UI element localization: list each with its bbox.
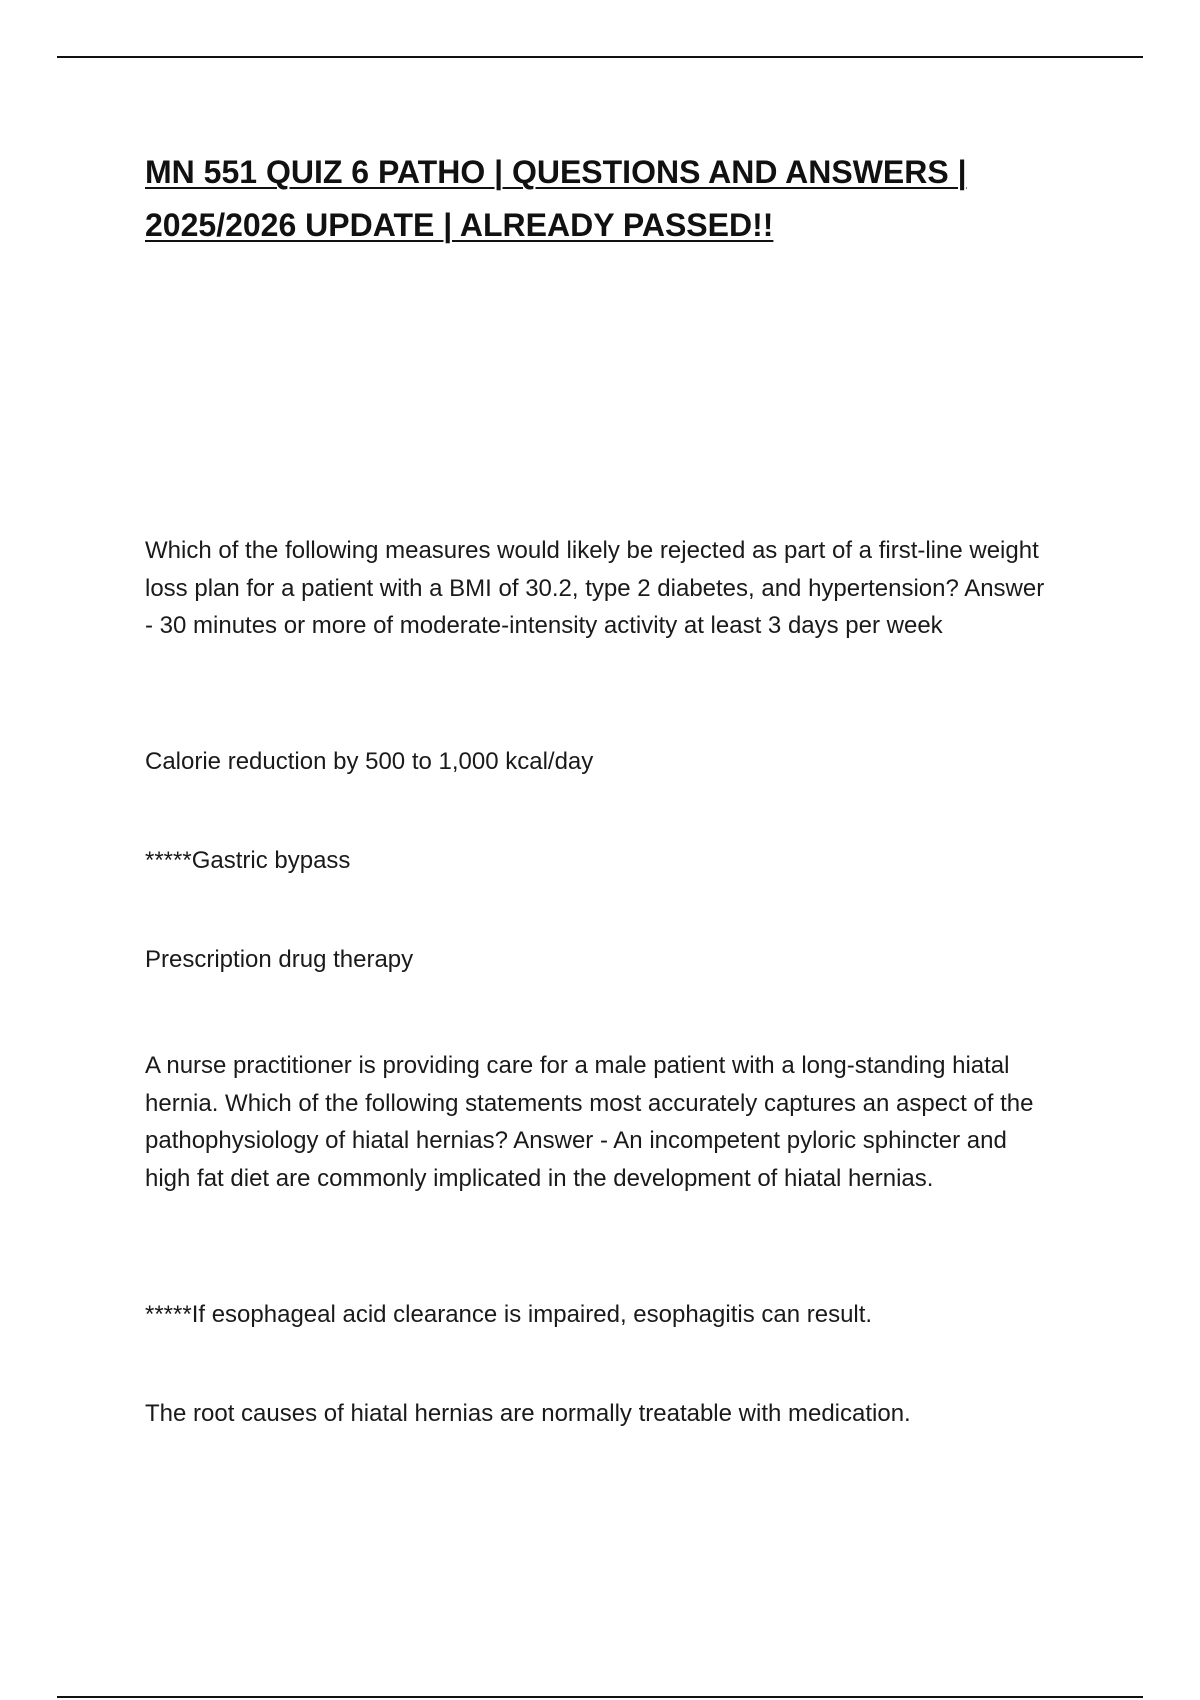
- question-1-option-1: Calorie reduction by 500 to 1,000 kcal/day: [145, 748, 594, 775]
- question-1-option-3: Prescription drug therapy: [145, 946, 414, 973]
- bottom-rule: [57, 1696, 1143, 1698]
- question-2: A nurse practitioner is providing care for a male patient with a long-standing hiatal hernia. Which of the following statements most accurately captures an aspect of the pathophysiology of hiatal hernias? Answer - An incompetent pyloric sphincter and high fat diet are commonly implicated in the development of hiatal hernias.: [145, 1052, 1034, 1192]
- question-1-option-2: *****Gastric bypass: [145, 847, 351, 874]
- question-2-option-1: *****If esophageal acid clearance is impaired, esophagitis can result.: [145, 1301, 873, 1328]
- document-title: MN 551 QUIZ 6 PATHO | QUESTIONS AND ANSWERS | 2025/2026 UPDATE | ALREADY PASSED!!: [145, 154, 967, 243]
- top-rule: [57, 56, 1143, 58]
- question-1: Which of the following measures would likely be rejected as part of a first-line weight loss plan for a patient with a BMI of 30.2, type 2 diabetes, and hypertension? Answer - 30 minutes or more of moderate-intensity activity at least 3 days per week: [145, 537, 1045, 639]
- question-2-option-2: The root causes of hiatal hernias are normally treatable with medication.: [145, 1400, 911, 1427]
